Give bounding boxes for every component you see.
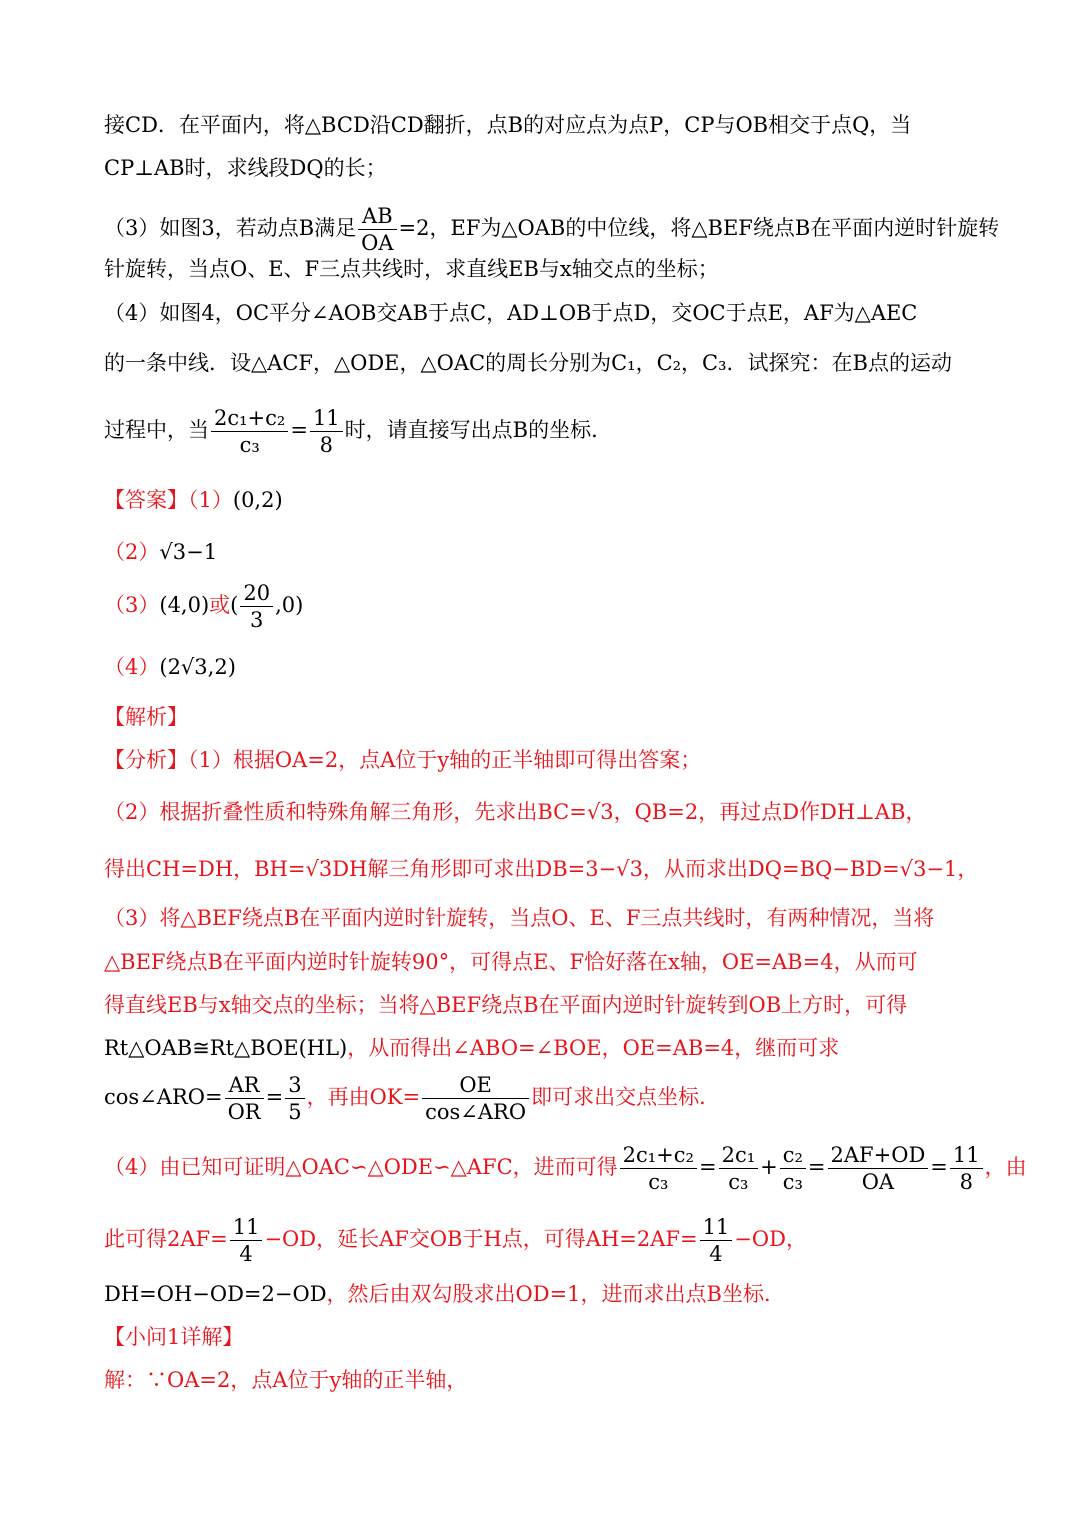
- analysis-part-4: （4）由已知可证明△OAC∽△ODE∽△AFC，进而可得 $\frac{\text{2c₁+c₂}}{\text{c₃}}$ = $\frac{\text{2c₁}}{\text{c₃}}$ + $\frac{\text{c₂}}{\text{c₃}}$ = $\frac{2AF+OD}{OA}$ = $\frac{11}{8}$ ，由: [104, 1143, 1027, 1194]
- answer-4: （4）(2√3,2): [104, 655, 236, 679]
- fraction-p9-5: $\frac{11}{8}$: [950, 1142, 983, 1195]
- answer-3: （3）(4,0)或( $\frac{20}{3}$ ,0): [104, 581, 304, 632]
- analysis-line-3: 得出CH=DH，BH=√3DH解三角形即可求出DB=3−√3，从而求出DQ=BQ−BD=√3−1，: [104, 857, 979, 881]
- analysis-part-2: （2）根据折叠性质和特殊角解三角形，先求出BC=√3，QB=2，再过点D作DH⊥AB，: [104, 800, 927, 824]
- fraction-3-5: $\frac{3}{5}$: [285, 1072, 304, 1125]
- question-line-6: 的一条中线．设△ACF，△ODE，△OAC的周长分别为C₁，C₂，C₃．试探究：在B点的运动: [104, 351, 952, 375]
- question-part-3: （3）如图3，若动点B满足 $\frac{AB}{OA}$ =2，EF为△OAB的中位线，将△BEF绕点B在平面内逆时针旋转: [104, 204, 1000, 255]
- solution-line-1: 解：∵OA=2，点A位于y轴的正半轴，: [104, 1368, 468, 1392]
- fraction-p9-3: $\frac{\text{c₂}}{\text{c₃}}$: [780, 1142, 806, 1195]
- fraction-oe-cos: $\frac{OE}{\text{cos∠ARO}}$: [422, 1072, 529, 1125]
- fraction-11-8: $\frac{11}{8}$: [310, 405, 343, 458]
- fraction-p9-2: $\frac{\text{2c₁}}{\text{c₃}}$: [719, 1142, 759, 1195]
- analysis-line-10: 此可得2AF= $\frac{11}{4}$ −OD，延长AF交OB于H点，可得AH=2AF= $\frac{11}{4}$ −OD，: [104, 1215, 807, 1266]
- question-line-4: 针旋转，当点O、E、F三点共线时，求直线EB与x轴交点的坐标；: [104, 257, 719, 281]
- analysis-line-6: 得直线EB与x轴交点的坐标；当将△BEF绕点B在平面内逆时针旋转到OB上方时，可得: [104, 993, 908, 1017]
- fraction-ab-oa: $\frac{AB}{OA}$: [358, 203, 396, 256]
- answer-1: 【答案】（1）(0,2): [104, 488, 283, 512]
- fraction-p9-1: $\frac{\text{2c₁+c₂}}{\text{c₃}}$: [620, 1142, 697, 1195]
- question-line-1: 接CD．在平面内，将△BCD沿CD翻折，点B的对应点为点P，CP与OB相交于点Q，当: [104, 113, 912, 137]
- analysis-line-8: cos∠ARO= $\frac{AR}{OR}$ = $\frac{3}{5}$ ，再由OK= $\frac{OE}{\text{cos∠ARO}}$ 即可求出交点坐标．: [104, 1073, 721, 1124]
- fraction-11-4-a: $\frac{11}{4}$: [230, 1214, 263, 1267]
- analysis-title: 【解析】: [104, 705, 188, 729]
- question-line-2: CP⊥AB时，求线段DQ的长；: [104, 156, 387, 180]
- fraction-p9-4: $\frac{2AF+OD}{OA}$: [828, 1142, 929, 1195]
- analysis-line-7: Rt△OAB≅Rt△BOE(HL)，从而得出∠ABO=∠BOE，OE=AB=4，继而可求: [104, 1036, 840, 1060]
- fraction-11-4-b: $\frac{11}{4}$: [700, 1214, 733, 1267]
- question-line-7: 过程中，当 $\frac{\text{2c₁+c₂}}{\text{c₃}}$ = $\frac{11}{8}$ 时，请直接写出点B的坐标．: [104, 406, 613, 457]
- analysis-part-3: （3）将△BEF绕点B在平面内逆时针旋转，当点O、E、F三点共线时，有两种情况，当将: [104, 906, 935, 930]
- fraction-20-3: $\frac{20}{3}$: [240, 580, 273, 633]
- analysis-line-5: △BEF绕点B在平面内逆时针旋转90°，可得点E、F恰好落在x轴，OE=AB=4，从而可: [104, 950, 918, 974]
- fraction-perimeter-ratio: $\frac{\text{2c₁+c₂}}{\text{c₃}}$: [211, 405, 288, 458]
- answer-label: 【答案】: [104, 488, 188, 512]
- question-part-4: （4）如图4，OC平分∠AOB交AB于点C，AD⊥OB于点D，交OC于点E，AF为△AEC: [104, 301, 918, 325]
- subquestion-1-title: 【小问1详解】: [104, 1325, 244, 1349]
- fraction-ar-or: $\frac{AR}{OR}$: [225, 1072, 264, 1125]
- analysis-line-11: DH=OH−OD=2−OD，然后由双勾股求出OD=1，进而求出点B坐标．: [104, 1282, 785, 1306]
- answer-2: （2）√3−1: [104, 540, 218, 564]
- analysis-part-1: 【分析】（1）根据OA=2，点A位于y轴的正半轴即可得出答案；: [104, 748, 702, 772]
